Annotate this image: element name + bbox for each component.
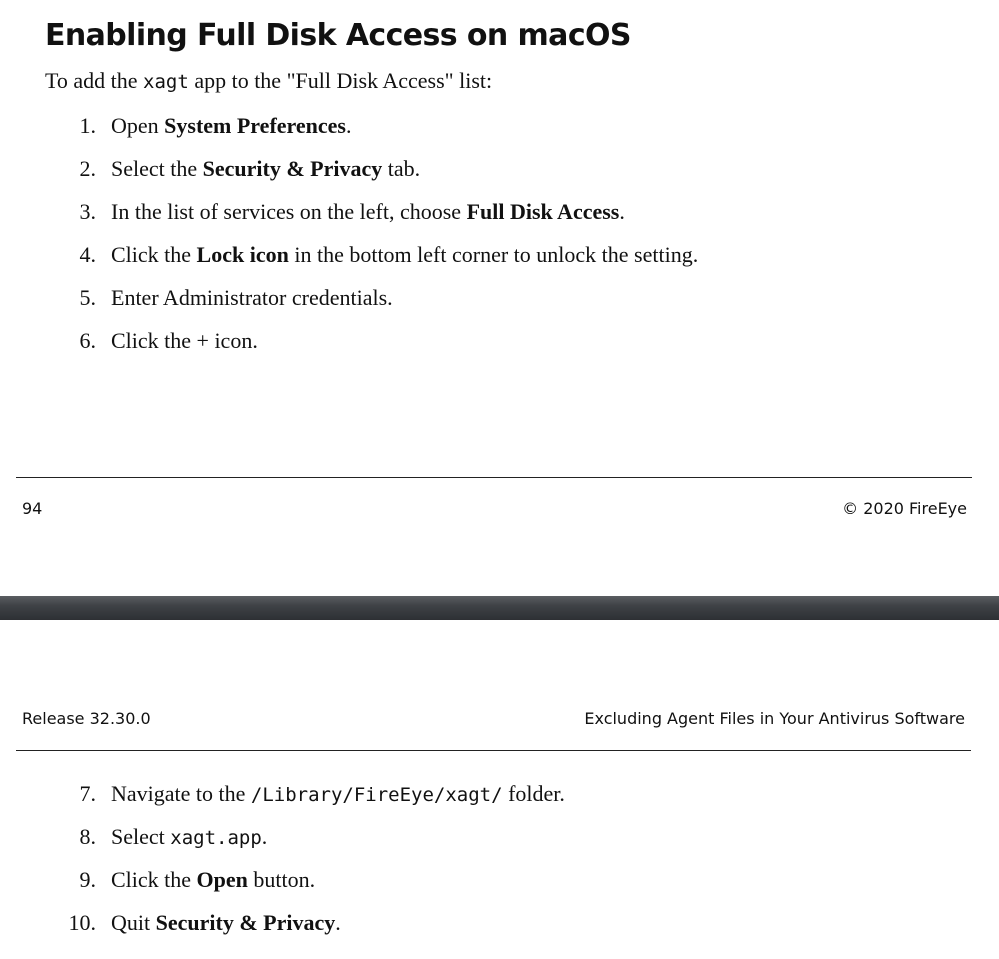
step-text-end: . (619, 199, 625, 224)
step-number: 1. (79, 113, 96, 138)
step-bold-text: Full Disk Access (466, 199, 620, 224)
step-number: 3. (79, 199, 96, 224)
step-text: Click the (111, 867, 197, 892)
step-text: Quit (111, 910, 156, 935)
document-page-bottom (0, 620, 999, 959)
header-section-title: Excluding Agent Files in Your Antivirus Software (584, 709, 965, 728)
step-code-path: /Library/FireEye/xagt/ (250, 784, 503, 806)
step-number: 10. (68, 910, 96, 935)
step-number: 9. (79, 867, 96, 892)
step-text-end: button. (247, 867, 316, 892)
step-text: Click the + icon. (111, 328, 258, 353)
step-code-app: xagt.app (170, 827, 262, 849)
step-text-end: in the bottom left corner to unlock the setting. (288, 242, 699, 267)
page-separator (0, 596, 999, 620)
step-text: Navigate to the (111, 781, 251, 806)
step-number: 6. (79, 328, 96, 353)
step-text-end: . (346, 113, 352, 138)
step-number: 2. (79, 156, 96, 181)
step-bold-text: Open (196, 867, 248, 892)
step-bold-text: Security & Privacy (202, 156, 383, 181)
intro-text-before: To add the (45, 68, 144, 93)
intro-paragraph (45, 68, 492, 94)
footer-copyright: © 2020 FireEye (842, 499, 967, 518)
section-heading: Enabling Full Disk Access on macOS (45, 18, 631, 53)
step-number: 5. (79, 285, 96, 310)
step-text-end: tab. (382, 156, 421, 181)
step-text: Select the (111, 156, 203, 181)
intro-code-xagt: xagt (143, 71, 189, 93)
step-text: Enter Administrator credentials. (111, 285, 393, 310)
step-text-end: . (335, 910, 341, 935)
step-text-end: folder. (502, 781, 565, 806)
step-text-end: . (261, 824, 268, 849)
step-text: Click the (111, 242, 197, 267)
step-text: Open (111, 113, 165, 138)
step-number: 7. (79, 781, 96, 806)
header-release: Release 32.30.0 (22, 709, 151, 728)
step-bold-text: System Preferences (164, 113, 346, 138)
header-divider (16, 750, 971, 751)
step-number: 4. (79, 242, 96, 267)
step-bold-text: Lock icon (196, 242, 289, 267)
step-number: 8. (79, 824, 96, 849)
intro-text-after: app to the "Full Disk Access" list: (188, 68, 493, 93)
step-bold-text: Security & Privacy (155, 910, 336, 935)
step-text: In the list of services on the left, choose (111, 199, 467, 224)
footer-divider (16, 477, 972, 478)
step-text: Select (111, 824, 171, 849)
page-number: 94 (22, 499, 43, 518)
